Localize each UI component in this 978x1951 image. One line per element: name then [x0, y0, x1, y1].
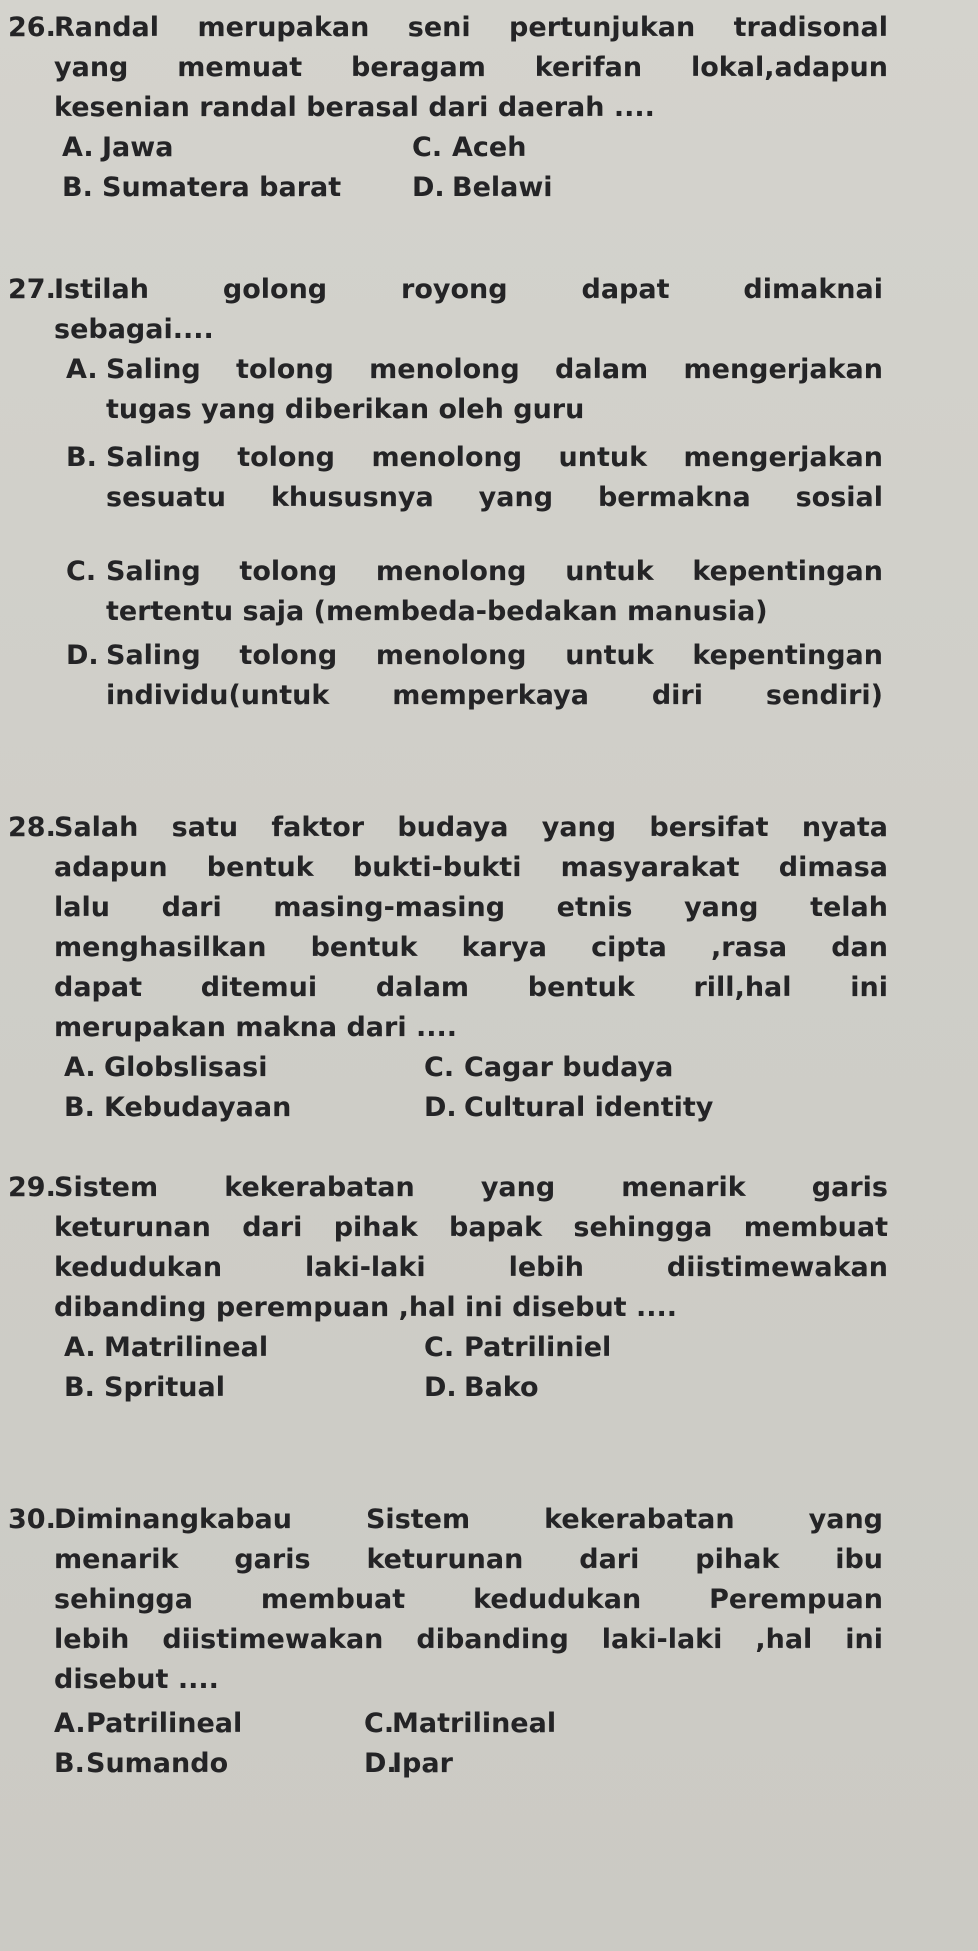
option-c: C. Saling tolong menolong untuk kepentingan tertentu saja (membeda-bedakan manusia) [66, 556, 883, 627]
option-b: B. Sumatera barat [62, 172, 342, 203]
question-29 [8, 1168, 888, 1408]
option-a: A. Patrilineal [54, 1708, 243, 1739]
option-d: D. Saling tolong menolong untuk kepentingan individu(untuk memperkaya diri sendiri) [66, 640, 883, 711]
question-text-line: kesenian randal berasal dari daerah .... [54, 92, 655, 123]
option-c: C. Aceh [412, 132, 527, 163]
option-a: A. Saling tolong menolong dalam mengerjakan tugas yang diberikan oleh guru [66, 354, 883, 425]
option-c: C. Cagar budaya [424, 1052, 674, 1083]
options-list [64, 1048, 888, 1128]
question-text-line: sehingga membuat kedudukan Perempuan [54, 1584, 883, 1615]
question-text-line: merupakan makna dari .... [54, 1012, 458, 1043]
question-number: 30. [8, 1504, 56, 1535]
option-b: B. Spritual [64, 1372, 225, 1403]
option-d: D. Bako [424, 1372, 539, 1403]
option-a: A. Jawa [62, 132, 174, 163]
question-text-line: sebagai.... [54, 314, 214, 345]
options-list [66, 350, 883, 716]
question-30 [8, 1500, 883, 1784]
question-text-line: adapun bentuk bukti-bukti masyarakat dimasa [54, 852, 888, 883]
option-c: C. Matrilineal [364, 1708, 557, 1739]
question-text-line: keturunan dari pihak bapak sehingga membuat [54, 1212, 888, 1243]
question-text-line: lebih diistimewakan dibanding laki-laki ,hal ini [54, 1624, 883, 1655]
option-b: B. Sumando [54, 1748, 229, 1779]
question-text-line: kedudukan laki-laki lebih diistimewakan [54, 1252, 888, 1283]
options-list [54, 1704, 883, 1784]
question-text-line: Randal merupakan seni pertunjukan tradisonal [54, 12, 888, 43]
question-number: 29. [8, 1172, 56, 1203]
question-text-line: Istilah golong royong dapat dimaknai [54, 274, 883, 305]
question-text-line: menghasilkan bentuk karya cipta ,rasa dan [54, 932, 888, 963]
question-number: 27. [8, 274, 56, 305]
question-number: 28. [8, 812, 56, 843]
question-26 [8, 8, 888, 208]
question-text-line: menarik garis keturunan dari pihak ibu [54, 1544, 883, 1575]
question-text-line: disebut .... [54, 1664, 219, 1695]
option-b: B. Kebudayaan [64, 1092, 292, 1123]
question-28 [8, 808, 888, 1128]
options-list [64, 1328, 888, 1408]
options-list [62, 128, 888, 208]
option-d: D. Belawi [412, 172, 553, 203]
option-d: D. Ipar [364, 1748, 453, 1779]
option-b: B. Saling tolong menolong untuk mengerjakan sesuatu khususnya yang bermakna sosial [66, 442, 883, 513]
question-text-line: Diminangkabau Sistem kekerabatan yang [54, 1504, 883, 1535]
option-a: A. Globslisasi [64, 1052, 268, 1083]
question-text-line: lalu dari masing-masing etnis yang telah [54, 892, 888, 923]
option-c: C. Patriliniel [424, 1332, 612, 1363]
option-a: A. Matrilineal [64, 1332, 269, 1363]
question-text-line: Salah satu faktor budaya yang bersifat nyata [54, 812, 888, 843]
question-text-line: Sistem kekerabatan yang menarik garis [54, 1172, 888, 1203]
question-number: 26. [8, 12, 56, 43]
question-text-line: dibanding perempuan ,hal ini disebut .... [54, 1292, 678, 1323]
question-text-line: dapat ditemui dalam bentuk rill,hal ini [54, 972, 888, 1003]
question-text-line: yang memuat beragam kerifan lokal,adapun [54, 52, 888, 83]
question-27 [8, 270, 883, 716]
option-d: D. Cultural identity [424, 1092, 714, 1123]
